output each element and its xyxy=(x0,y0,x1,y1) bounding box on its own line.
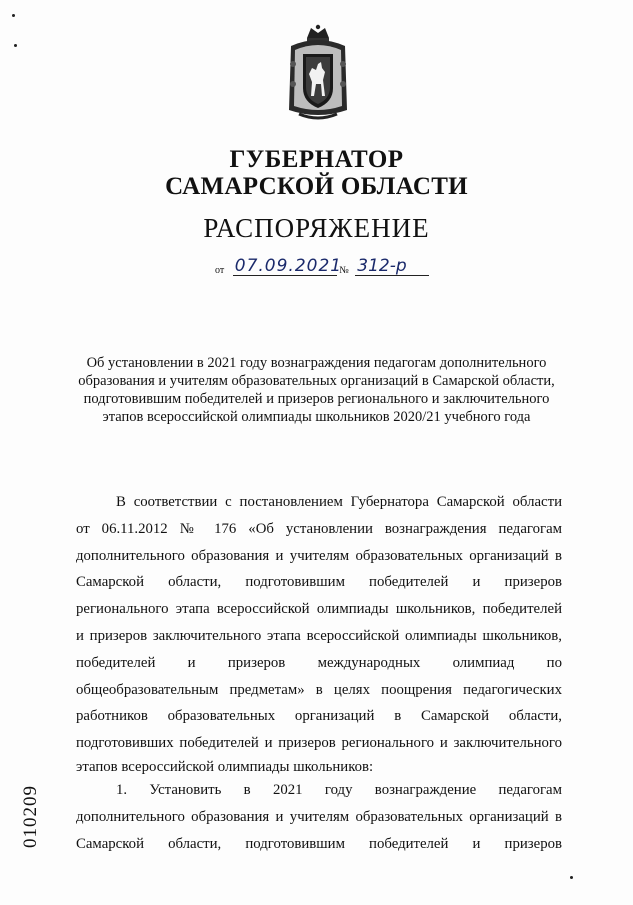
header-title-line1: ГУБЕРНАТОР xyxy=(229,146,404,173)
body-line: регионального этапа всероссийской олимпиады школьников, победителей xyxy=(76,601,562,618)
document-subject xyxy=(60,354,573,426)
body-line: этапов всероссийской олимпиады школьников: xyxy=(76,758,374,775)
body-line: работников образовательных организаций в Самарской области, xyxy=(76,708,562,725)
subject-line: этапов всероссийской олимпиады школьников 2020/21 учебного года xyxy=(102,409,531,425)
number-label: № xyxy=(339,265,349,276)
date-number-line xyxy=(215,257,429,277)
body-line: победителей и призеров международных олимпиад по xyxy=(76,654,562,671)
from-label: от xyxy=(215,265,225,276)
document-type-title: РАСПОРЯЖЕНИЕ xyxy=(203,213,430,243)
scan-speck xyxy=(570,876,573,879)
body-line: подготовивших победителей и призеров регионального и заключительного xyxy=(76,735,562,752)
subject-line: подготовившим победителей и призеров регионального и заключительного xyxy=(83,391,550,407)
body-line: Самарской области, подготовившим победителей и призеров xyxy=(76,574,562,591)
scan-speck xyxy=(14,44,17,47)
body-line: В соответствии с постановлением Губернатора Самарской области xyxy=(116,494,562,510)
subject-line: Об установлении в 2021 году вознаграждения педагогам дополнительного xyxy=(86,355,547,371)
subject-line: образования и учителям образовательных организаций в Самарской области, xyxy=(78,373,555,389)
item-1-line: Самарской области, подготовившим победителей и призеров xyxy=(76,835,562,852)
body-line: дополнительного образования и учителям образовательных организаций в xyxy=(76,547,562,564)
body-line: от 06.11.2012 № 176 «Об установлении вознаграждения педагогам xyxy=(76,520,562,537)
scan-speck xyxy=(12,14,15,17)
item-1-line: дополнительного образования и учителям образовательных организаций в xyxy=(76,808,562,825)
body-line: и призеров заключительного этапа всероссийской олимпиады школьников, xyxy=(76,627,562,644)
document-body xyxy=(76,489,562,857)
handwritten-date: 07.09.2021 xyxy=(234,256,343,276)
handwritten-number: 312-р xyxy=(355,257,429,276)
item-1-line: 1. Установить в 2021 году вознаграждение педагогам xyxy=(116,781,562,798)
side-registration-code: 010209 xyxy=(20,785,41,848)
body-line: общеобразовательным предметам» в целях поощрения педагогических xyxy=(76,681,562,698)
coat-of-arms-emblem xyxy=(285,24,351,124)
header-title-line2: САМАРСКОЙ ОБЛАСТИ xyxy=(165,173,468,200)
